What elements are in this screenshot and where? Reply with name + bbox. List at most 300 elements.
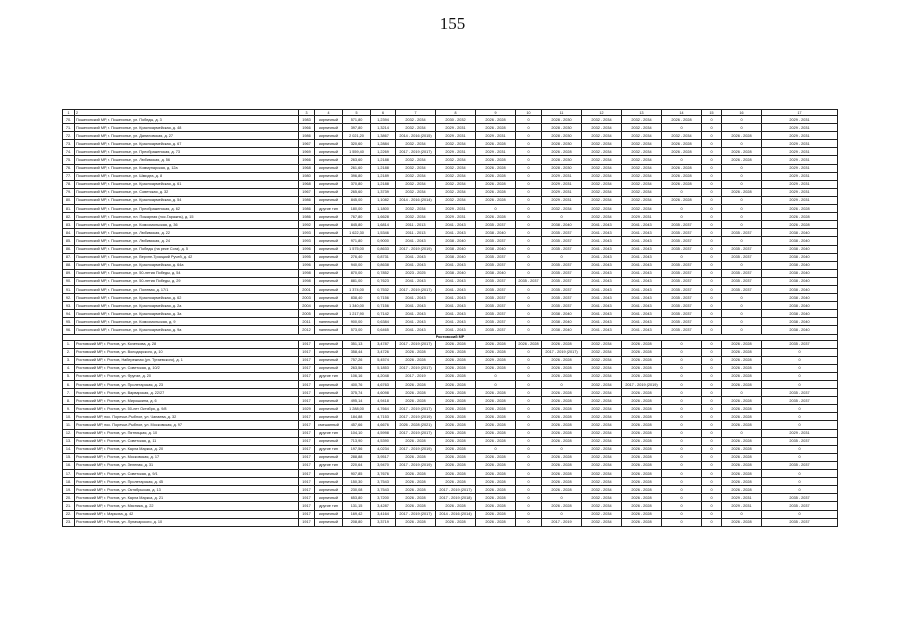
table-cell: 0 <box>662 205 702 213</box>
table-cell: 2026 - 2028 <box>476 140 516 148</box>
table-cell: 2017 - 2019 (2017) <box>436 486 476 494</box>
table-cell: 2026 - 2028 <box>722 445 762 453</box>
table-cell: 2035 - 2037 <box>762 502 838 510</box>
table-cell: Ростовский МР, г. Ростов, ул. Пролетарская, д. 45 <box>75 478 299 486</box>
table-row <box>63 326 838 334</box>
table-cell: 2032 - 2034 <box>582 188 622 196</box>
table-cell: 2001 <box>299 285 315 293</box>
column-number: 13 <box>622 110 662 116</box>
table-cell: 2026 - 2028 <box>722 470 762 478</box>
table-cell: 2026 - 2028 <box>722 188 762 196</box>
table-cell: кирпичный <box>315 140 343 148</box>
table-cell: 230,08 <box>343 486 371 494</box>
table-cell: кирпичный <box>315 180 343 188</box>
table-cell: 2026 - 2028 <box>662 180 702 188</box>
table-cell: 22. <box>63 510 75 518</box>
table-cell: 0 <box>702 132 722 140</box>
table-cell: Пошехонский МР, г. Пошехонье, пл. Пожарная (пос.Гаражнь), д. 15 <box>75 213 299 221</box>
table-cell: 263,56 <box>343 364 371 372</box>
table-cell: 1993 <box>299 229 315 237</box>
table-cell: панельный <box>315 326 343 334</box>
table-cell: 2026 - 2028 <box>476 156 516 164</box>
table-cell: 2026 - 2028 <box>622 518 662 526</box>
table-cell: 0,6465 <box>371 326 396 334</box>
table-cell: 2035 - 2037 <box>722 269 762 277</box>
table-cell: 2017 - 2019 (2017) <box>396 285 436 293</box>
table-cell: Пошехонский МР, г. Пошехонье, ул. Комсомольская, д. 9 <box>75 318 299 326</box>
table-cell: 2035 - 2037 <box>476 237 516 245</box>
table-cell: 0 <box>722 318 762 326</box>
table-cell: 2023 - 2025 <box>396 269 436 277</box>
table-body-rostov <box>63 340 838 526</box>
table-cell: 2026 - 2028 <box>722 381 762 389</box>
table-cell: Ростовский МР, г. Ростов, ул. Кочеткова, д. 28 <box>75 340 299 348</box>
table-cell: Ростовский МР, г. Ростов, ул. Володарского, д. 10 <box>75 348 299 356</box>
table-cell: Пошехонский МР, г. Пошехонье, ул. Даниловская, д. 27 <box>75 132 299 140</box>
table-cell: 1968 <box>299 180 315 188</box>
table-cell: 2041 - 2043 <box>582 245 622 253</box>
table-cell: 0 <box>476 381 516 389</box>
table-cell: 2026 - 2028 <box>722 486 762 494</box>
table-cell: 2028 - 2030 <box>542 132 582 140</box>
table-cell: 2032 - 2034 <box>582 372 622 380</box>
table-cell: 2026 - 2028 <box>762 205 838 213</box>
table-cell: 2026 - 2028 <box>542 340 582 348</box>
table-cell: 2038 - 2040 <box>542 318 582 326</box>
table-cell: 0 <box>542 253 582 261</box>
table-cell: 2032 - 2034 <box>582 348 622 356</box>
table-cell: Пошехонский МР, г. Пошехонье, ул. Красноармейская, д. 48 <box>75 124 299 132</box>
table-cell: 2026 - 2028 <box>476 461 516 469</box>
table-cell: Пошехонский МР, г. Пошехонье, ул. Красноармейская, д. 54 <box>75 196 299 204</box>
table-cell: 0 <box>722 261 762 269</box>
table-cell: 870,00 <box>343 269 371 277</box>
table-row <box>63 381 838 389</box>
table-cell: 21. <box>63 502 75 510</box>
table-cell: 900,00 <box>343 318 371 326</box>
table-cell: 2035 - 2037 <box>476 285 516 293</box>
table-cell: 0 <box>722 221 762 229</box>
table-cell: 1995 <box>299 253 315 261</box>
table-cell: 78. <box>63 180 75 188</box>
table-cell: 0 <box>702 116 722 124</box>
column-number: 15 <box>702 110 722 116</box>
table-cell: 2038 - 2040 <box>762 318 838 326</box>
table-cell: 2032 - 2034 <box>436 156 476 164</box>
table-cell: 0 <box>762 405 838 413</box>
table-cell: 180,00 <box>343 205 371 213</box>
table-cell: 2032 - 2034 <box>396 172 436 180</box>
table-cell: 2026 - 2028 <box>622 429 662 437</box>
table-cell: 1 288,00 <box>343 405 371 413</box>
table-cell: 2032 - 2034 <box>436 140 476 148</box>
table-cell: 2032 - 2034 <box>582 421 622 429</box>
table-cell: 2041 - 2043 <box>396 261 436 269</box>
table-cell: 2028 - 2030 <box>542 116 582 124</box>
table-cell: 2032 - 2034 <box>622 172 662 180</box>
table-cell: 2035 - 2037 <box>662 229 702 237</box>
table-cell: 2026 - 2028 <box>396 381 436 389</box>
table-cell: 2035 - 2037 <box>762 340 838 348</box>
table-cell: 2029 - 2031 <box>542 196 582 204</box>
table-row <box>63 261 838 269</box>
table-cell: 2029 - 2031 <box>762 164 838 172</box>
table-cell: 150,30 <box>343 478 371 486</box>
table-cell: 0 <box>516 285 542 293</box>
table-cell: 2026 - 2028 <box>542 478 582 486</box>
table-cell: 3,4726 <box>371 348 396 356</box>
table-cell: 2029 - 2031 <box>762 429 838 437</box>
table-cell: 767,80 <box>343 213 371 221</box>
table-cell: 2041 - 2043 <box>582 318 622 326</box>
table-cell: 0 <box>762 445 838 453</box>
table-cell: 0,7156 <box>371 294 396 302</box>
table-cell: 1996 <box>299 261 315 269</box>
table-cell: 1,6628 <box>371 213 396 221</box>
table-cell: 2026 - 2028 <box>542 356 582 364</box>
table-cell: 0 <box>702 302 722 310</box>
table-cell: 0 <box>516 356 542 364</box>
table-cell: Ростовский МР, пос. Поречье-Рыбное, ул. Чапаева, д. 32 <box>75 413 299 421</box>
table-cell: 2017 - 2019 (2019) <box>396 413 436 421</box>
table-cell: 0 <box>516 318 542 326</box>
table-cell: 2029 - 2031 <box>436 213 476 221</box>
table-cell: 2029 - 2031 <box>542 180 582 188</box>
table-cell: 0 <box>516 124 542 132</box>
table-cell: 15. <box>63 453 75 461</box>
table-cell: Пошехонский МР, г. Пошехонье, ул. Полевая, д. 17/1 <box>75 285 299 293</box>
table-cell: 0 <box>702 140 722 148</box>
table-cell: 2041 - 2043 <box>436 277 476 285</box>
table-cell: кирпичный <box>315 348 343 356</box>
table-cell: 1,1800 <box>371 205 396 213</box>
table-cell: 1917 <box>299 494 315 502</box>
table-cell: 1 559,40 <box>343 148 371 156</box>
table-cell: 3,3719 <box>371 518 396 526</box>
table-cell: 18. <box>63 478 75 486</box>
table-cell: 2032 - 2034 <box>582 381 622 389</box>
table-cell: 0 <box>516 502 542 510</box>
table-cell: 4,5998 <box>371 429 396 437</box>
table-cell: 169,42 <box>343 510 371 518</box>
table-cell: Ростовский МР, г. Ростов, ул. Зеленая, д. 31 <box>75 461 299 469</box>
table-cell: кирпичный <box>315 164 343 172</box>
table-cell: 0 <box>722 237 762 245</box>
table-cell: 4,5390 <box>371 437 396 445</box>
table-cell: 571,80 <box>343 116 371 124</box>
table-cell: 0 <box>662 340 702 348</box>
table-cell: 2026 - 2028 <box>542 502 582 510</box>
table-cell: 0 <box>722 196 762 204</box>
table-cell: 4. <box>63 364 75 372</box>
table-cell: 0 <box>662 421 702 429</box>
table-cell: 1917 <box>299 421 315 429</box>
schedule-table <box>62 109 838 527</box>
table-cell: 2026 - 2028 <box>396 348 436 356</box>
table-cell: кирпичный <box>315 340 343 348</box>
table-cell: 2026 - 2028 <box>722 364 762 372</box>
table-cell: 0 <box>662 437 702 445</box>
table-cell: 2026 - 2028 <box>622 453 662 461</box>
table-cell: 0,6384 <box>371 318 396 326</box>
table-cell: 495,14 <box>343 397 371 405</box>
column-number: 3 <box>299 110 315 116</box>
table-cell: 0 <box>516 188 542 196</box>
table-cell: 0 <box>702 445 722 453</box>
table-cell: 1996 <box>299 245 315 253</box>
table-cell: 0 <box>702 405 722 413</box>
table-row <box>63 294 838 302</box>
table-cell: 2032 - 2034 <box>396 180 436 188</box>
table-cell: 0 <box>702 502 722 510</box>
table-cell: 0 <box>762 453 838 461</box>
table-cell: 0 <box>702 348 722 356</box>
table-cell: другие тип <box>315 372 343 380</box>
table-cell: 0 <box>702 340 722 348</box>
table-cell: 2032 - 2034 <box>582 510 622 518</box>
table-cell: 2029 - 2031 <box>542 172 582 180</box>
table-cell: 0 <box>702 437 722 445</box>
table-cell: 0 <box>662 364 702 372</box>
table-cell: 0 <box>516 429 542 437</box>
table-cell: 2041 - 2043 <box>622 310 662 318</box>
table-cell: 2026 - 2028 <box>622 486 662 494</box>
table-cell: 0 <box>516 461 542 469</box>
table-cell: 2032 - 2034 <box>582 180 622 188</box>
table-cell: 2035 - 2037 <box>542 277 582 285</box>
table-cell: 2038 - 2040 <box>762 245 838 253</box>
table-cell: 0 <box>516 486 542 494</box>
table-cell: 2026 - 2028 <box>722 348 762 356</box>
table-cell: Пошехонский МР, г. Пошехонье, ул. Красноармейская, д. 2а <box>75 302 299 310</box>
table-cell: 3,4287 <box>371 502 396 510</box>
table-cell: 2032 - 2034 <box>662 132 702 140</box>
table-cell: 2041 - 2043 <box>396 237 436 245</box>
table-cell: 2041 - 2043 <box>582 261 622 269</box>
table-row <box>63 518 838 526</box>
table-cell: 2029 - 2028 <box>476 356 516 364</box>
table-cell: 2029 - 2031 <box>762 116 838 124</box>
table-cell: 0 <box>722 124 762 132</box>
table-cell: 2029 - 2031 <box>476 148 516 156</box>
table-cell: 0 <box>702 518 722 526</box>
table-cell: 0 <box>762 421 838 429</box>
table-cell: 2032 - 2034 <box>436 196 476 204</box>
table-cell: 2032 - 2034 <box>622 132 662 140</box>
table-cell: 2026 - 2028 <box>476 478 516 486</box>
table-cell: 1,2188 <box>371 164 396 172</box>
table-cell: 2026 - 2028 <box>622 348 662 356</box>
column-number: 16 <box>722 110 762 116</box>
table-row <box>63 478 838 486</box>
table-cell: 2028 - 2030 <box>542 164 582 172</box>
table-cell: 4,0234 <box>371 445 396 453</box>
table-cell: 320,60 <box>343 140 371 148</box>
table-cell: 2017 - 2019 (2017) <box>542 348 582 356</box>
table-cell: 2026 - 2028 <box>542 461 582 469</box>
table-cell: 2041 - 2043 <box>582 253 622 261</box>
table-cell: 2041 - 2043 <box>436 318 476 326</box>
table-row <box>63 486 838 494</box>
table-cell: 2035 - 2037 <box>762 494 838 502</box>
table-cell: 2026 - 2028 <box>476 180 516 188</box>
table-cell: 2032 - 2034 <box>436 172 476 180</box>
table-cell: 0 <box>516 221 542 229</box>
table-cell: 2026 - 2028 <box>722 397 762 405</box>
table-cell: 2029 - 2031 <box>436 205 476 213</box>
table-cell: 0 <box>702 172 722 180</box>
table-row <box>63 213 838 221</box>
table-cell: 2026 - 2028 <box>436 405 476 413</box>
table-cell: 2041 - 2043 <box>396 253 436 261</box>
table-cell: кирпичный <box>315 269 343 277</box>
table-cell: 12. <box>63 429 75 437</box>
table-cell: 0 <box>662 213 702 221</box>
table-cell: 2041 - 2043 <box>582 269 622 277</box>
table-cell: 20. <box>63 494 75 502</box>
table-cell: 0 <box>516 164 542 172</box>
table-cell: 2029 - 2031 <box>436 148 476 156</box>
table-cell: 131,15 <box>343 502 371 510</box>
table-cell: 0 <box>702 285 722 293</box>
table-cell: Пошехонский МР, г. Пошехонье, ул. 50-летия Победы, д. 54 <box>75 269 299 277</box>
table-cell: кирпичный <box>315 285 343 293</box>
table-cell: 2014 - 2016 (2015) <box>396 132 436 140</box>
table-row <box>63 340 838 348</box>
table-cell: 2035 - 2037 <box>542 285 582 293</box>
table-cell: Пошехонский МР, г. Пошехонье, ул. Верхне-Троицкий Ручей, д. 42 <box>75 253 299 261</box>
table-cell: 2032 - 2034 <box>582 445 622 453</box>
table-cell: 1917 <box>299 413 315 421</box>
table-cell: 2026 - 2028 <box>622 340 662 348</box>
table-cell: Пошехонский МР, г. Пошехонье, ул. Красноармейская, д. 9а <box>75 326 299 334</box>
table-cell: 0 <box>516 372 542 380</box>
table-cell: 2029 - 2031 <box>762 156 838 164</box>
table-cell: 4,7664 <box>371 405 396 413</box>
table-cell: 2032 - 2034 <box>622 180 662 188</box>
table-cell: Пошехонский МР, г. Пошехонье, ул. Красноармейская, д. 61 <box>75 180 299 188</box>
table-cell: 2026 - 2028 <box>542 397 582 405</box>
table-cell: 2026 - 2028 <box>476 389 516 397</box>
table-cell: 79. <box>63 188 75 196</box>
table-cell: 0 <box>702 277 722 285</box>
table-cell: 2035 - 2037 <box>662 326 702 334</box>
table-cell: 2026 - 2028 <box>622 437 662 445</box>
table-cell: 0 <box>702 389 722 397</box>
table-cell: 3,7676 <box>371 470 396 478</box>
table-cell: кирпичный <box>315 148 343 156</box>
table-cell: 4,7153 <box>371 413 396 421</box>
table-cell: 2014 - 2016 (2014) <box>396 196 436 204</box>
table-cell: 2035 - 2037 <box>542 294 582 302</box>
table-cell: 2035 - 2037 <box>476 277 516 285</box>
table-row <box>63 116 838 124</box>
table-cell: 1917 <box>299 461 315 469</box>
table-cell: 5,1853 <box>371 364 396 372</box>
table-cell: Ростовский МР, г. Ростов, ул. Пятницкая, д. 10 <box>75 429 299 437</box>
table-cell: кирпичный <box>315 470 343 478</box>
table-cell: 2017 - 2019 (2019) <box>622 381 662 389</box>
table-cell: 400,76 <box>343 381 371 389</box>
table-cell: 2035 - 2037 <box>662 310 702 318</box>
table-cell: 2026 - 2028 <box>662 164 702 172</box>
table-cell: 91. <box>63 285 75 293</box>
table-cell: 2026 - 2028 <box>436 348 476 356</box>
table-row <box>63 188 838 196</box>
table-cell: 2026 - 2028 <box>476 116 516 124</box>
table-cell: 0 <box>516 413 542 421</box>
table-cell: 1917 <box>299 381 315 389</box>
table-cell: 0 <box>516 389 542 397</box>
table-cell: 0 <box>702 470 722 478</box>
table-cell: кирпичный <box>315 437 343 445</box>
table-row <box>63 221 838 229</box>
table-cell: кирпичный <box>315 364 343 372</box>
table-cell: кирпичный <box>315 253 343 261</box>
table-cell: 0 <box>516 205 542 213</box>
table-row <box>63 148 838 156</box>
table-cell: 370,80 <box>343 180 371 188</box>
table-cell: 2029 - 2031 <box>762 148 838 156</box>
table-cell: 0 <box>662 461 702 469</box>
table-cell: 0 <box>702 381 722 389</box>
table-cell: 2026 - 2028 <box>722 413 762 421</box>
table-cell: 2041 - 2043 <box>396 302 436 310</box>
table-cell: 2026 - 2028 <box>476 188 516 196</box>
table-cell: 10. <box>63 413 75 421</box>
table-cell: 2026 - 2028 <box>722 453 762 461</box>
table-cell: 713,90 <box>343 437 371 445</box>
table-cell: 208,80 <box>343 518 371 526</box>
table-cell: 2029 - 2031 <box>762 132 838 140</box>
table-cell: кирпичный <box>315 116 343 124</box>
table-cell: 4,6098 <box>371 389 396 397</box>
table-cell: 1993 <box>299 237 315 245</box>
table-cell: 0 <box>516 269 542 277</box>
table-cell: 1917 <box>299 478 315 486</box>
table-cell: 2038 - 2040 <box>762 310 838 318</box>
table-cell: Пошехонский МР, г. Пошехонье, ул. Любимская, д. 24 <box>75 237 299 245</box>
table-cell: 5. <box>63 372 75 380</box>
table-cell: 2017 - 2019 <box>542 518 582 526</box>
table-cell: 2035 - 2037 <box>476 302 516 310</box>
table-cell: 2038 - 2040 <box>542 310 582 318</box>
table-cell: 2041 - 2043 <box>622 237 662 245</box>
table-cell: 2035 - 2037 <box>662 269 702 277</box>
table-cell: 2026 - 2028 <box>396 356 436 364</box>
table-cell: 2032 - 2034 <box>582 429 622 437</box>
table-cell: 0 <box>762 478 838 486</box>
column-number: 1 <box>63 110 75 116</box>
table-cell: 2035 - 2037 <box>542 261 582 269</box>
table-cell: 0 <box>702 294 722 302</box>
table-cell: кирпичный <box>315 213 343 221</box>
table-cell: 2017 - 2019 (2019) <box>396 245 436 253</box>
table-cell: Ростовский МР, г. Марьиха, д. 42 <box>75 510 299 518</box>
table-cell: Ростовский МР, г. Ростов, Набережная (ул. Тутаевского), д. 1 <box>75 356 299 364</box>
table-cell: 2041 - 2043 <box>622 285 662 293</box>
table-cell: 2038 - 2040 <box>436 245 476 253</box>
table-cell: 106,16 <box>343 372 371 380</box>
table-cell: 2035 - 2037 <box>662 237 702 245</box>
table-cell: 0,9000 <box>371 237 396 245</box>
table-cell: 2041 - 2043 <box>582 229 622 237</box>
table-cell: 2017 - 2019 (2017) <box>396 340 436 348</box>
table-row <box>63 285 838 293</box>
table-cell: 2026 - 2028 <box>622 494 662 502</box>
table-cell: 0 <box>702 164 722 172</box>
table-cell: 2017 - 2019 (2017) <box>396 405 436 413</box>
